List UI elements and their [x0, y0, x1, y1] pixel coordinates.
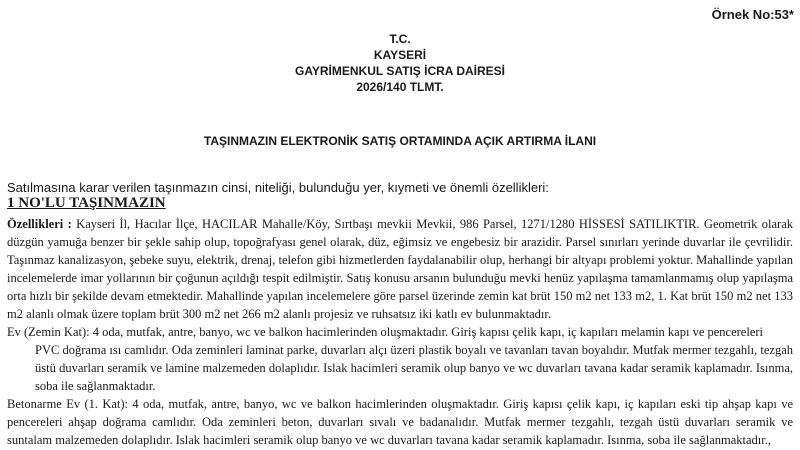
header-file-number: 2026/140 TLMT.	[356, 80, 444, 94]
intro-text: Satılmasına karar verilen taşınmazın cinsi, niteliği, bulunduğu yer, kıymeti ve önemli özellikleri:	[7, 180, 549, 195]
section-heading: 1 NO'LU TAŞINMAZIN	[7, 195, 166, 211]
property-description	[7, 215, 793, 449]
ev-zemin-rest: PVC doğrama ısı camlıdır. Oda zeminleri laminat parke, duvarları alçı üzeri plastik boyalı ve tavanları tavan boyalıdır. Mutfak mermer tezgahlı, tezgah üstü duvarları seramik ve lamine malzemeden dolaplıdır. Islak hacimleri seramik olup banyo ve wc duvarları tavana kadar seramik kaplamadır. Isınma, soba ile sağlanmaktadır.	[35, 343, 793, 393]
example-number: Örnek No:53*	[711, 7, 794, 22]
document-header	[0, 31, 800, 95]
header-office: GAYRİMENKUL SATIŞ İCRA DAİRESİ	[294, 64, 506, 78]
ozellikler-paragraph	[7, 215, 793, 323]
ozellikler-label: Özellikleri :	[7, 217, 72, 231]
notice-title: TAŞINMAZIN ELEKTRONİK SATIŞ ORTAMINDA AÇIK ARTIRMA İLANI	[203, 134, 597, 148]
header-tc: T.C.	[389, 32, 411, 46]
betonarme-paragraph: Betonarme Ev (1. Kat): 4 oda, mutfak, antre, banyo, wc ve balkon hacimlerinden oluşmaktadır. Giriş kapısı çelik kapı, iç kapıları eski tip ahşap kapı ve pencereleri ahşap doğrama camlıdır. Oda zeminleri beton, duvarları sıvalı ve badanalıdır. Mutfak mermer tezgahlı, tezgah üstü duvarları seramik ve suntalam malzemeden dolaplıdır. Islak hacimleri seramik olup banyo ve wc duvarları tavana kadar seramik kaplamadır. Isınma, soba ile sağlanmaktadır.,	[7, 397, 793, 447]
ev-zemin-first-line: Ev (Zemin Kat): 4 oda, mutfak, antre, banyo, wc ve balkon hacimlerinden oluşmaktadır. Giriş kapısı çelik kapı, iç kapıları melamin kapı ve pencereleri	[7, 325, 763, 339]
ozellikler-text: Kayseri İl, Hacılar İlçe, HACILAR Mahalle/Köy, Sırtbaşı mevkii Mevkii, 986 Parsel, 1271/1280 HİSSESİ SATILIKTIR. Geometrik olarak düzgün yamuğa benzer bir şekle sahip olup, topoğrafyası genel olarak, düz, eğimsiz ve engebesiz bir arazidir. Parsel sınırları yerinde duvarlar ile çevrilidir. Taşınmaz kanalizasyon, şebeke suyu, elektrik, drenaj, telefon gibi hizmetlerden faydalanabilir olup, herhangi bir altyapı problemi yoktur. Mahallinde yapılan incelemelerde imar yollarının bir çoğunun açıldığı tespit edilmiştir. Satış konusu arsanın bulunduğu mevki henüz yapılaşma tamamlanmamış olup yapılaşma orta hızlı bir şekilde devam etmektedir. Mahallinde yapılan incelemelere göre parsel üzerinde zemin kat brüt 150 m2 net 133 m2, 1. Kat brüt 150 m2 net 133 m2 alanlı olmak üzere toplam brüt 300 m2 net 266 m2 alanlı projesiz ve ruhsatsız iki katlı ev bulunmaktadır.	[7, 217, 793, 321]
header-city: KAYSERİ	[373, 48, 427, 62]
